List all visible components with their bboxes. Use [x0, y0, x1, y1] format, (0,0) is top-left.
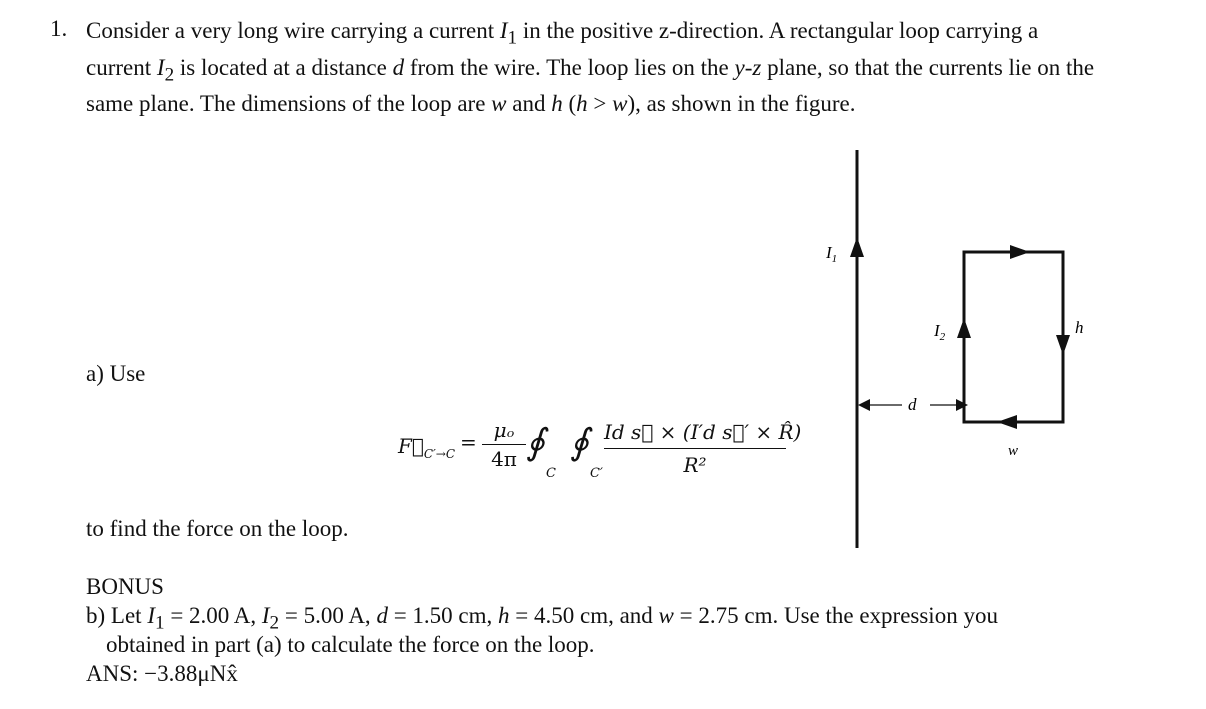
part-a-label: a) Use — [86, 361, 146, 386]
equals-sign: = — [460, 430, 477, 454]
integral-sub-c: C — [546, 466, 556, 481]
label-w: w — [1008, 443, 1019, 459]
contour-integral-1: ∮ — [526, 422, 545, 463]
loop-top-arrow — [1010, 245, 1030, 259]
part-b-line2: obtained in part (a) to calculate the force on the loop. — [106, 632, 595, 657]
loop-right-arrow — [1056, 335, 1070, 355]
force-subscript: C′→C — [423, 447, 456, 461]
label-i1: $I_1$ — [826, 243, 838, 265]
label-h: h — [1075, 318, 1084, 337]
integrand-fraction: Id s⃗ × (I′d s⃗′ × R̂) R² — [604, 420, 802, 477]
rectangular-loop — [964, 252, 1063, 422]
loop-bottom-arrow — [997, 415, 1017, 429]
coefficient-fraction: μₒ 4π — [482, 418, 526, 471]
contour-integral-2: ∮ — [570, 422, 589, 463]
label-i2: $I_2$ — [934, 321, 946, 343]
part-b-line1: b) Let $I_1 = 2.00$ A, $I_2 = 5.00$ A, d = 1.50 cm, h = 4.50 cm, and w = 2.75 cm. Use the expression you — [86, 603, 998, 634]
problem-number: 1. — [50, 16, 68, 41]
wire-current-arrow — [850, 237, 864, 257]
bonus-title: BONUS — [86, 574, 164, 599]
part-a-instruction: to find the force on the loop. — [86, 516, 349, 541]
problem-statement: Consider a very long wire carrying a current $I_1$ in the positive z-direction. A rectangular loop carrying a current $I_2$ is located at a distance d from the wire. The loop lies on the y-z plane, so that the currents lie on the same plane. The dimensions of the loop are w and h (h > w), as shown in the figure. — [86, 18, 1095, 117]
loop-left-arrow — [957, 318, 971, 338]
label-d: d — [908, 395, 917, 414]
answer: ANS: −3.88μNx̂ — [86, 661, 238, 686]
force-vector: F⃗ — [398, 434, 424, 458]
integral-sub-cprime: C′ — [590, 466, 603, 481]
